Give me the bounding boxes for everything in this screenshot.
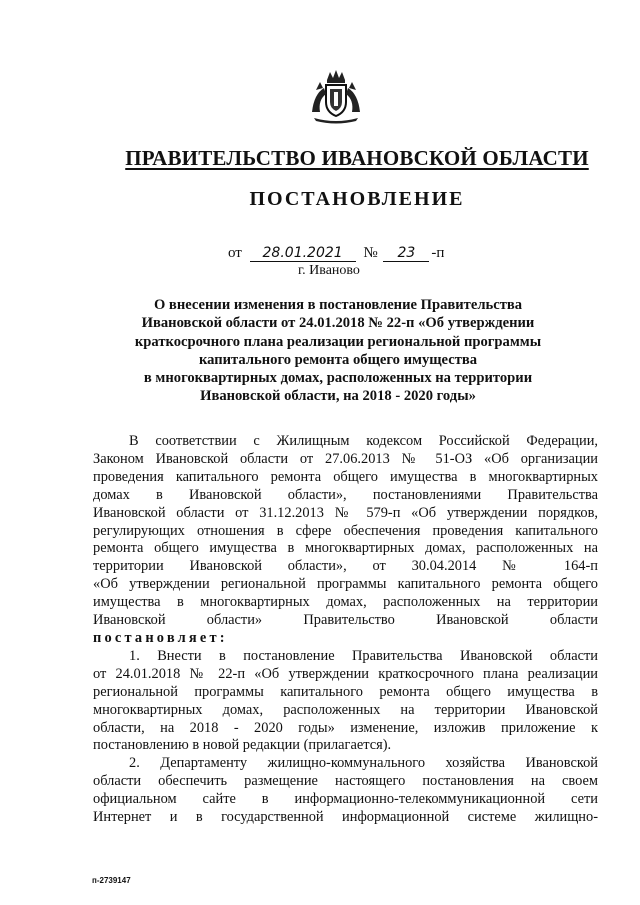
document-code: п-2739147 xyxy=(92,876,131,885)
body-line: имущества в многоквартирных домах, расположенных на территории xyxy=(93,594,598,611)
subject-line: О внесении изменения в постановление Правительства xyxy=(153,297,523,313)
preamble-paragraph xyxy=(93,433,598,648)
body-line: В соответствии с Жилищным кодексом Российской Федерации, xyxy=(129,433,598,449)
subject-line: капитального ремонта общего имущества xyxy=(198,351,478,368)
document-body xyxy=(93,433,598,827)
body-line: домах в Ивановской области», постановлениями Правительства xyxy=(93,486,598,503)
item-2-paragraph xyxy=(93,755,598,827)
date-prefix: от xyxy=(228,245,242,261)
body-line: ремонта общего имущества в многоквартирных домах, расположенных на xyxy=(93,540,598,557)
body-line: 1. Внести в постановление Правительства Ивановской области xyxy=(129,647,598,664)
body-line: региональной программы капитального ремонта общего имущества в xyxy=(93,683,598,700)
body-line: официальном сайте в информационно-телекоммуникационной сети xyxy=(93,791,598,808)
body-line: области, на 2018 - 2020 годы» изменение, изложив приложение к xyxy=(93,719,598,736)
number-suffix: -п xyxy=(431,245,445,261)
subject-line: краткосрочного плана реализации региональной программы xyxy=(134,333,542,350)
document-type: ПОСТАНОВЛЕНИЕ xyxy=(249,188,465,210)
document-subject xyxy=(90,296,586,406)
number-value: 23 xyxy=(383,245,429,262)
city: г. Иваново xyxy=(298,263,360,278)
number-prefix: № xyxy=(363,245,378,261)
body-line: проведения капитального ремонта общего имущества в многоквартирных xyxy=(93,468,598,485)
body-line: территории Ивановской области», от 30.04.2014 № 164-п xyxy=(93,558,598,575)
resolves-word: постановляет: xyxy=(93,629,228,646)
body-line: Ивановской области» Правительство Ивановской области xyxy=(93,612,598,629)
coat-of-arms-icon xyxy=(308,68,364,124)
body-line: регулирующих отношения в сфере обеспечения проведения капитального xyxy=(93,522,598,539)
subject-line: в многоквартирных домах, расположенных на территории xyxy=(143,370,533,387)
organization-title: ПРАВИТЕЛЬСТВО ИВАНОВСКОЙ ОБЛАСТИ xyxy=(125,146,589,170)
date-number-line xyxy=(228,245,444,262)
body-line: Интернет и в государственной информационной системе жилищно- xyxy=(93,809,598,826)
subject-line: Ивановской области, на 2018 - 2020 годы» xyxy=(200,388,476,405)
body-line: многоквартирных домах, расположенных на территории Ивановской xyxy=(93,701,598,718)
body-line: 2. Департаменту жилищно-коммунального хозяйства Ивановской xyxy=(129,755,598,772)
body-line: Законом Ивановской области от 27.06.2013 № 51-ОЗ «Об организации xyxy=(93,450,598,467)
body-line: от 24.01.2018 № 22-п «Об утверждении краткосрочного плана реализации xyxy=(93,665,598,682)
subject-line: Ивановской области от 24.01.2018 № 22-п «Об утверждении xyxy=(141,315,535,332)
item-1-paragraph xyxy=(93,648,598,755)
body-line: области обеспечить размещение настоящего постановления на своем xyxy=(93,773,598,790)
body-line: постановлению в новой редакции (прилагается). xyxy=(93,737,392,754)
date-value: 28.01.2021 xyxy=(250,245,356,262)
body-line: Ивановской области от 31.12.2013 № 579-п «Об утверждении порядков, xyxy=(93,504,598,521)
body-line: «Об утверждении региональной программы капитального ремонта общего xyxy=(93,576,598,593)
